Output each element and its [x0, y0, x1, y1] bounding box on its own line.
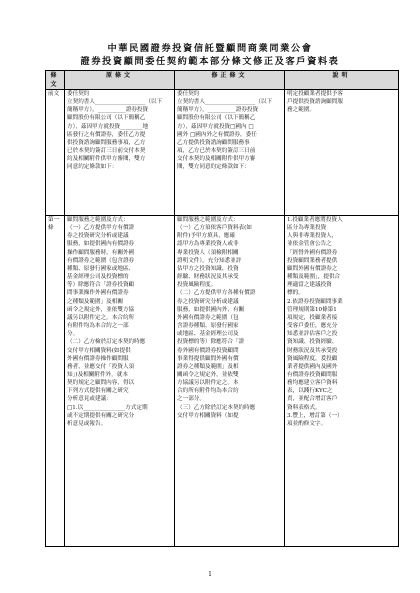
cell-original — [65, 90, 175, 216]
text-line: 服務，如提供國內外，有關 — [177, 306, 245, 313]
text-line: 標的。 — [287, 290, 304, 297]
text-line: 外國有價證券操作顧問服 — [67, 355, 129, 362]
text-line: 認甲方為專業投資人或非 — [177, 241, 239, 248]
text-line: 乙方提供投資諮詢顧問服務事 — [177, 139, 250, 146]
text-line: 顧問服務之範圍及方式： — [177, 217, 239, 223]
text-line: 項規定，投顧業者接 — [287, 314, 338, 321]
text-line: 種類、原發行國家或地區、 — [67, 265, 135, 272]
text-line: 務之範圍。 — [287, 107, 315, 114]
text-line: 經驗、財務狀況及其承受 — [177, 274, 239, 281]
table-header-row — [46, 71, 399, 90]
text-line: 立契約書人__________________（以下 — [67, 99, 163, 106]
text-line: 業者提供國內及國外 — [287, 363, 338, 370]
text-line: 資風險程度，爰投顧 — [287, 355, 338, 362]
text-line: 種類及範圍」，提供合 — [287, 274, 341, 281]
text-line: 方），茲因甲方就投資□國內 □ — [177, 123, 254, 130]
text-line: 或不定期提供有關之研究分 — [67, 412, 135, 419]
text-line: 投資標的等）除應符合「證 — [177, 339, 245, 346]
text-line: 顧問服務之範圍及方式： — [67, 217, 129, 223]
text-line: 顧問外國有價證券之 — [287, 265, 338, 272]
text-line: 附件)予甲方填具，應確 — [177, 233, 236, 240]
text-line: 委任契約 — [177, 91, 200, 97]
text-line: 顧問股份有限公司（以下簡稱乙 — [177, 115, 256, 122]
text-line: 受客戶委任，應充分 — [287, 323, 338, 330]
text-line: 下列方式提供有關之研究 — [67, 388, 129, 395]
text-line: 供投資諮詢顧問服務事項，乙方 — [67, 139, 146, 146]
text-line: 有附件均為本合約之一部 — [67, 323, 129, 330]
text-line: 問事業操作外國有價證券 — [67, 290, 129, 297]
header-note: 說明 — [285, 71, 399, 90]
text-line: 操作顧問服務時，有關外國 — [67, 249, 135, 256]
text-line: 之一部分。 — [177, 396, 205, 403]
text-line: 管理規則第10條第1 — [287, 306, 337, 313]
text-line: 有價證券投資顧問服 — [287, 371, 338, 378]
text-line: 分。 — [67, 331, 79, 338]
text-line: 事業得提供顧問外國有價 — [177, 355, 239, 362]
text-line: 交付甲方相關資料(如提供 — [67, 347, 131, 354]
text-line: （二）乙方提供甲方各種有價證 — [177, 290, 256, 297]
text-line: 委任契約 — [67, 91, 90, 97]
text-line: 閱，雙方同意約定條款如下： — [177, 164, 250, 171]
text-line: 投資風險程度。 — [177, 282, 217, 289]
text-line: 知」)及相關附件外，就本 — [67, 371, 128, 378]
text-line: 專業投資人（須檢附相關 — [177, 249, 239, 256]
text-line: □1.以_______________方式定期 — [67, 404, 148, 411]
text-line: 明定投顧業者提供予客 — [287, 91, 343, 97]
text-line: 券之投資研究分析或建議 — [67, 233, 129, 240]
text-line: 「經營外國有價證券 — [287, 249, 338, 256]
text-line: 外國有價證券之範圍（包 — [177, 314, 239, 321]
cell-revised — [175, 90, 285, 216]
text-line: 分析意見或建議： — [67, 396, 112, 403]
text-line: 並依金管會公告之 — [287, 241, 332, 248]
cell-clause: 前文 — [46, 90, 65, 216]
text-line: 項，乙方已於本契約簽訂三日前 — [177, 148, 256, 155]
document-title-line1: 中華民國證券投資信託暨顧問商業同業公會 — [107, 43, 313, 54]
text-line: 區分為專業投資 — [287, 225, 327, 232]
text-line: 理適當之建議投資 — [287, 282, 332, 289]
text-line: 表，以踐行KYC之 — [287, 388, 333, 395]
cell-original — [65, 216, 175, 547]
text-line: 立契約書人__________________（以下 — [177, 99, 273, 106]
text-line: 約及相關附件供甲方審閱，雙方 — [67, 156, 146, 163]
text-line: 簡稱甲方），__________證券投資 — [177, 107, 259, 114]
text-line: 估甲方之投資知識、投資 — [177, 265, 239, 272]
text-line: 券之投資研究分析或建議 — [177, 298, 239, 305]
text-line: 證券之種類及範圍」及相 — [177, 363, 239, 370]
text-line: 同意約定條款如下： — [67, 164, 118, 171]
header-revised: 修正條文 — [175, 71, 285, 90]
text-line: 3.豐上，增訂第（一） — [287, 412, 343, 419]
text-line: 簡稱甲方），__________證券投資 — [67, 107, 149, 114]
text-line: 項並酌修文字。 — [287, 420, 327, 427]
text-line: （三）乙方除於訂定本契約時應 — [177, 404, 256, 411]
text-line: 投資顧問業務者提供 — [287, 257, 338, 264]
page-number: 1 — [208, 571, 212, 578]
text-line: 1.投顧業者應將投資人 — [287, 217, 343, 223]
text-line: 函令之規定外，並依雙方協 — [67, 306, 135, 313]
text-line: 資知識、投資經驗、 — [287, 339, 338, 346]
table-row — [46, 216, 399, 547]
text-line: 區發行之有價證券，委任乙方提 — [67, 131, 146, 138]
text-line: 契約規定之顧問內容，得以 — [67, 380, 135, 387]
text-line: 國外 □國內外之有價證券，委任 — [177, 131, 257, 138]
text-line: 方協議另以附件定之。本 — [177, 380, 239, 387]
text-line: 方），茲因甲方就投資________地 — [67, 123, 149, 130]
text-line: 含證券種類、原發行國家 — [177, 323, 239, 330]
text-line: 人與非專業投資人， — [287, 233, 338, 240]
text-line: 合約所有附件均為本合約 — [177, 388, 239, 395]
text-line: 服務，如提供國內有價證券 — [67, 241, 135, 248]
text-line: （二）乙方檢於訂定本契約時應 — [67, 339, 146, 346]
text-line: （一）乙方提供甲方有價證 — [67, 225, 135, 232]
comparison-table — [45, 70, 399, 547]
text-line: 責，並配合增訂客戶 — [287, 396, 338, 403]
text-line: 交付本契約及相關附件供甲方審 — [177, 156, 256, 163]
cell-note — [285, 90, 399, 216]
text-line: 2.依證券投資顧問事業 — [287, 298, 343, 305]
text-line: （一）乙方須依客戶資料表(如 — [177, 225, 252, 232]
text-line: 知悉並評估客戶之投 — [287, 331, 338, 338]
text-line: 顧問股份有限公司（以下簡稱乙 — [67, 115, 146, 122]
cell-clause: 第一條 — [46, 216, 65, 547]
cell-note — [285, 216, 399, 547]
text-line: 證明文件），充分知悉並評 — [177, 257, 242, 264]
document-title-line2: 證券投資顧問委任契約範本部分條文修正及客戶資料表 — [80, 56, 340, 67]
text-line: 資料表格式。 — [287, 404, 321, 411]
text-line: 務者，並應交付「投資人須 — [67, 363, 135, 370]
header-original: 原條文 — [65, 71, 175, 90]
cell-revised — [175, 216, 285, 547]
text-line: 析意見或報告。 — [67, 420, 107, 427]
text-line: 財務狀況及其承受投 — [287, 347, 338, 354]
text-line: 券外國有價證券投資顧問 — [177, 347, 239, 354]
text-line: 戶提供投資諮詢顧問服 — [287, 99, 343, 106]
table-row — [46, 90, 399, 216]
text-line: 有價證券之範圍（包含證券 — [67, 257, 135, 264]
text-line: 等）除應符合「證券投資顧 — [67, 282, 135, 289]
text-line: 議另以附件定之。本合約所 — [67, 314, 135, 321]
text-line: 之種類及範圍」及相關 — [67, 298, 123, 305]
text-line: 已於本契約簽訂三日前交付本契 — [67, 148, 146, 155]
header-clause: 條文 — [46, 71, 65, 90]
text-line: 基金經理公司及投資標的 — [67, 274, 129, 281]
text-line: 或地區、基金經理公司及 — [177, 331, 239, 338]
text-line: 交付甲方相關資料（如提 — [177, 412, 239, 419]
text-line: 關函令之規定外，並依雙 — [177, 371, 239, 378]
text-line: 務均應建立客戶資料 — [287, 380, 338, 387]
